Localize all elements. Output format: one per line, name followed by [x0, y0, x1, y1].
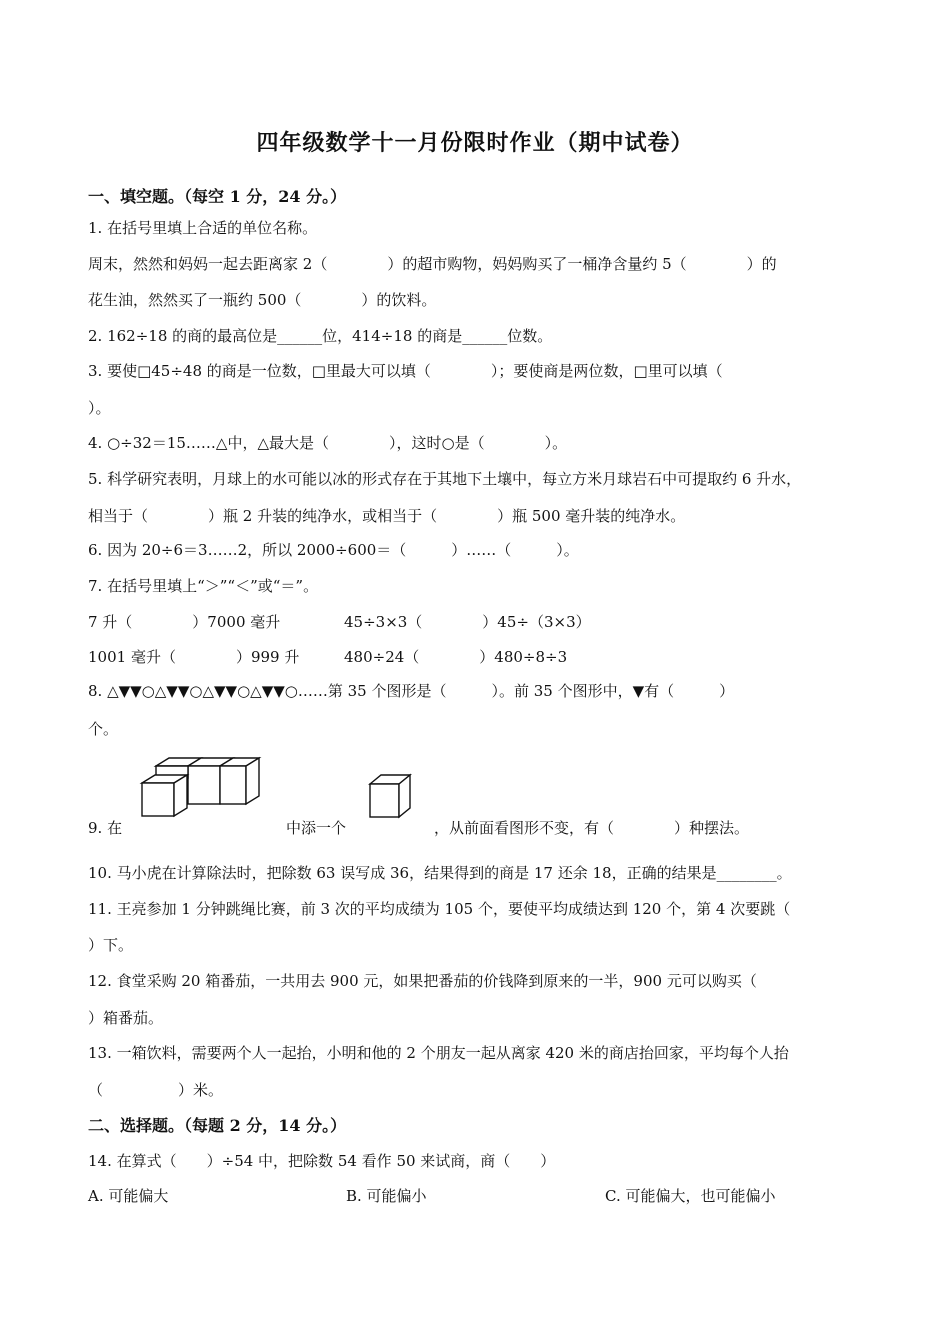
question-1-line-2: 周末，然然和妈妈一起去距离家 2（ ）的超市购物，妈妈购买了一桶净含量约 5（ ）的 [88, 255, 777, 273]
question-9-part-2: 中添一个 [286, 819, 347, 837]
question-7-row-1-right: 45÷3×3（ ）45÷（3×3） [344, 613, 591, 631]
question-11-line-1: 11. 王亮参加 1 分钟跳绳比赛，前 3 次的平均成绩为 105 个，要使平均成绩达到 120 个，第 4 次要跳（ [88, 900, 791, 918]
question-5-line-1: 5. 科学研究表明，月球上的水可能以冰的形式存在于其地下土壤中，每立方米月球岩石中可提取约 6 升水， [88, 470, 802, 488]
question-7-row-1-left: 7 升（ ）7000 毫升 [88, 613, 281, 631]
question-14-option-c: C. 可能偏大，也可能偏小 [605, 1187, 776, 1205]
question-9-part-1: 9. 在 [88, 819, 123, 837]
question-7-stem: 7. 在括号里填上“＞”“＜”或“＝”。 [88, 577, 319, 595]
question-5-line-2: 相当于（ ）瓶 2 升装的纯净水，或相当于（ ）瓶 500 毫升装的纯净水。 [88, 507, 686, 525]
question-3-line-2: ）。 [88, 399, 111, 417]
section-heading-fill-in: 一、填空题。（每空 1 分，24 分。） [88, 187, 347, 206]
section-heading-multiple-choice: 二、选择题。（每题 2 分，14 分。） [88, 1116, 347, 1135]
question-14-stem: 14. 在算式（ ）÷54 中，把除数 54 看作 50 来试商，商（ ） [88, 1152, 556, 1170]
question-6: 6. 因为 20÷6＝3……2，所以 2000÷600＝（ ）……（ ）。 [88, 541, 579, 559]
question-8-line-1: 8. △▼▼○△▼▼○△▼▼○△▼▼○……第 35 个图形是（ ）。前 35 个图形中，▼有（ ） [88, 682, 735, 700]
question-8-line-2: 个。 [88, 720, 119, 738]
question-14-option-b: B. 可能偏小 [346, 1187, 427, 1205]
question-11-line-2: ）下。 [88, 936, 134, 954]
question-7-row-2-right: 480÷24（ ）480÷8÷3 [344, 648, 568, 666]
question-10: 10. 马小虎在计算除法时，把除数 63 误写成 36，结果得到的商是 17 还余 18，正确的结果是________。 [88, 864, 792, 882]
page-title: 四年级数学十一月份限时作业（期中试卷） [256, 130, 694, 156]
single-cube-figure [368, 773, 412, 819]
question-2: 2. 162÷18 的商的最高位是______位，414÷18 的商是______位数。 [88, 327, 553, 345]
question-14-option-a: A. 可能偏大 [88, 1187, 169, 1205]
question-13-line-1: 13. 一箱饮料，需要两个人一起抬，小明和他的 2 个朋友一起从离家 420 米的商店抬回家，平均每个人抬 [88, 1044, 789, 1062]
question-12-line-1: 12. 食堂采购 20 箱番茄，一共用去 900 元，如果把番茄的价钱降到原来的一半，900 元可以购买（ [88, 972, 757, 990]
question-1-stem: 1. 在括号里填上合适的单位名称。 [88, 219, 318, 237]
question-4: 4. ○÷32＝15……△中，△最大是（ ），这时○是（ ）。 [88, 434, 568, 452]
question-3-line-1: 3. 要使□45÷48 的商是一位数，□里最大可以填（ ）；要使商是两位数，□里可以填（ [88, 362, 723, 380]
question-12-line-2: ）箱番茄。 [88, 1009, 164, 1027]
question-13-line-2: （ ）米。 [88, 1081, 224, 1099]
question-1-line-3: 花生油，然然买了一瓶约 500（ ）的饮料。 [88, 291, 437, 309]
cube-group-figure [138, 756, 263, 818]
question-7-row-2-left: 1001 毫升（ ）999 升 [88, 648, 300, 666]
question-9-part-3: ，从前面看图形不变，有（ ）种摆法。 [434, 819, 750, 837]
